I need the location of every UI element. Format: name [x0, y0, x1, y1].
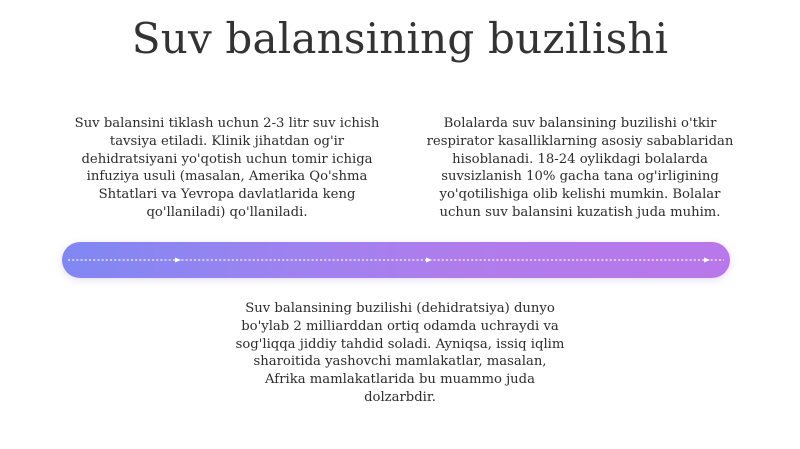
slide-title: Suv balansining buzilishi [131, 14, 669, 63]
timeline-arrows [62, 242, 730, 278]
arrow-right-icon [704, 258, 710, 263]
arrow-right-icon [175, 258, 181, 263]
arrow-right-icon [426, 258, 432, 263]
text-block-bottom: Suv balansining buzilishi (dehidratsiya) dunyo bo'ylab 2 milliarddan ortiq odamda uchraydi va sog'liqqa jiddiy tahdid soladi. Ayniqsa, issiq iqlim sharoitida yashovchi mamlakatlar, masalan, Afrika mamlakatlarida bu muammo juda dolzarbdir. [235, 301, 565, 405]
text-block-right: Bolalarda suv balansining buzilishi o'tkir respirator kasalliklarning asosiy sabablaridan hisoblanadi. 18-24 oylikdagi bolalarda suvsizlanish 10% gacha tana og'irligining yo'qotilishiga olib kelishi mumkin. Bolalar uchun suv balansini kuzatish juda muhim. [426, 116, 734, 220]
text-block-left: Suv balansini tiklash uchun 2-3 litr suv ichish tavsiya etiladi. Klinik jihatdan og'ir dehidratsiyani yo'qotish uchun tomir ichiga infuziya usuli (masalan, Amerika Qo'shma Shtatlari va Yevropa davlatlarida keng qo'llaniladi) qo'llaniladi. [74, 116, 380, 220]
timeline-bar [62, 242, 730, 278]
